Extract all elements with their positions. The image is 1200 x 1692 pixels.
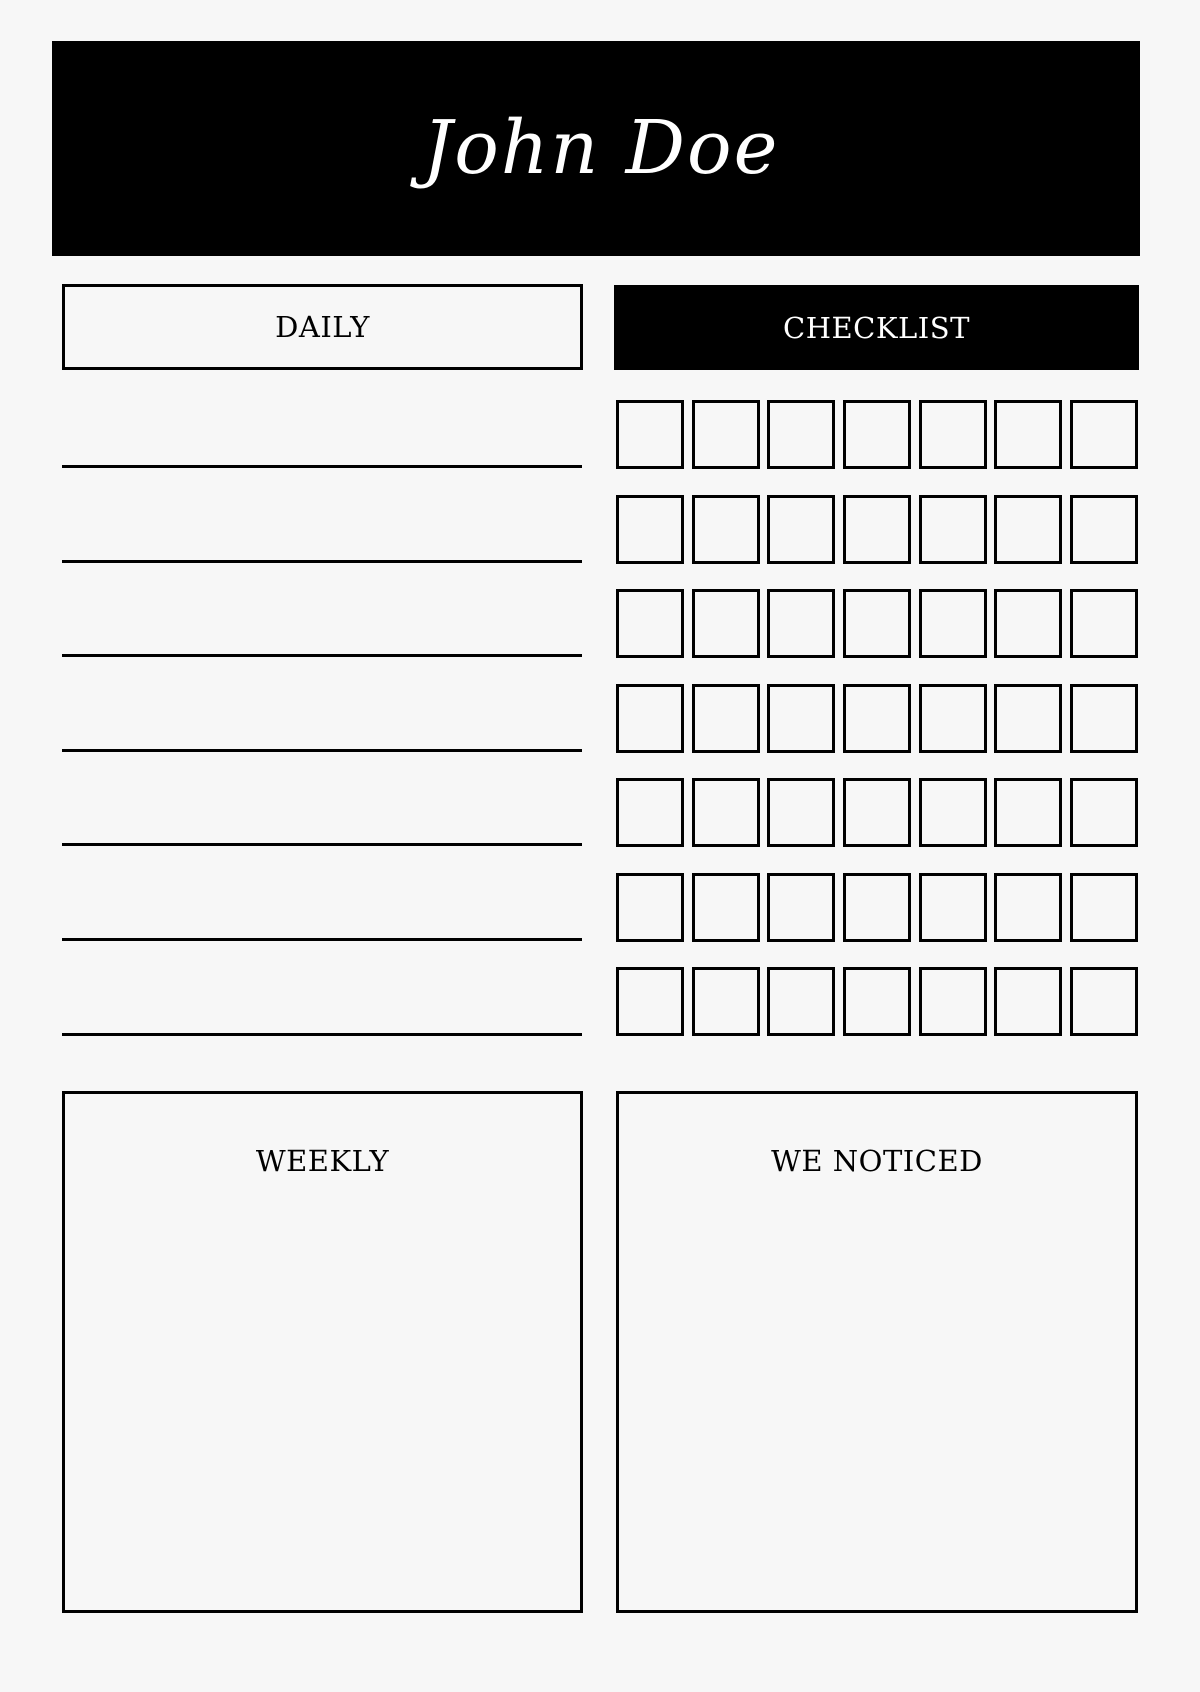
daily-line[interactable] — [62, 749, 582, 752]
checkbox[interactable] — [692, 495, 760, 564]
checkbox[interactable] — [919, 873, 987, 942]
checklist-row — [616, 684, 1138, 753]
checkbox[interactable] — [919, 778, 987, 847]
checkbox[interactable] — [994, 684, 1062, 753]
checkbox[interactable] — [843, 967, 911, 1036]
checkbox[interactable] — [1070, 778, 1138, 847]
checkbox[interactable] — [1070, 589, 1138, 658]
checkbox[interactable] — [919, 400, 987, 469]
checkbox[interactable] — [1070, 684, 1138, 753]
checkbox[interactable] — [919, 684, 987, 753]
checkbox[interactable] — [616, 873, 684, 942]
checklist-label: CHECKLIST — [783, 310, 970, 345]
checkbox[interactable] — [843, 589, 911, 658]
checkbox[interactable] — [616, 400, 684, 469]
checkbox[interactable] — [692, 589, 760, 658]
checkbox[interactable] — [692, 400, 760, 469]
checkbox[interactable] — [616, 967, 684, 1036]
checkbox[interactable] — [767, 400, 835, 469]
checkbox[interactable] — [1070, 495, 1138, 564]
checkbox[interactable] — [1070, 967, 1138, 1036]
checkbox[interactable] — [692, 873, 760, 942]
checkbox[interactable] — [767, 495, 835, 564]
daily-line[interactable] — [62, 465, 582, 468]
checkbox[interactable] — [692, 778, 760, 847]
checklist-row — [616, 400, 1138, 469]
checkbox[interactable] — [919, 495, 987, 564]
checkbox[interactable] — [994, 778, 1062, 847]
checkbox[interactable] — [919, 589, 987, 658]
header-banner — [52, 41, 1140, 256]
checkbox[interactable] — [767, 684, 835, 753]
checklist-row — [616, 967, 1138, 1036]
checkbox[interactable] — [843, 778, 911, 847]
checkbox[interactable] — [843, 400, 911, 469]
checkbox[interactable] — [994, 589, 1062, 658]
daily-line[interactable] — [62, 560, 582, 563]
checkbox[interactable] — [1070, 400, 1138, 469]
checklist-row — [616, 495, 1138, 564]
daily-label-box — [62, 284, 583, 370]
checkbox[interactable] — [843, 495, 911, 564]
checkbox[interactable] — [692, 684, 760, 753]
checkbox[interactable] — [616, 589, 684, 658]
daily-label: DAILY — [275, 310, 370, 344]
checkbox[interactable] — [994, 495, 1062, 564]
checkbox[interactable] — [616, 778, 684, 847]
checkbox[interactable] — [767, 778, 835, 847]
weekly-title: WEEKLY — [255, 1144, 390, 1178]
checkbox[interactable] — [616, 495, 684, 564]
we-noticed-title: WE NOTICED — [771, 1144, 983, 1178]
we-noticed-box[interactable] — [616, 1091, 1138, 1613]
daily-line[interactable] — [62, 938, 582, 941]
daily-line[interactable] — [62, 1033, 582, 1036]
checklist-grid — [616, 400, 1138, 1062]
checkbox[interactable] — [843, 873, 911, 942]
daily-line[interactable] — [62, 654, 582, 657]
checkbox[interactable] — [843, 684, 911, 753]
checkbox[interactable] — [994, 400, 1062, 469]
checkbox[interactable] — [994, 967, 1062, 1036]
checkbox[interactable] — [767, 873, 835, 942]
checklist-label-box — [614, 285, 1139, 370]
checkbox[interactable] — [692, 967, 760, 1036]
weekly-box[interactable] — [62, 1091, 583, 1613]
checkbox[interactable] — [919, 967, 987, 1036]
checkbox[interactable] — [994, 873, 1062, 942]
checklist-row — [616, 778, 1138, 847]
checklist-row — [616, 873, 1138, 942]
checkbox[interactable] — [767, 589, 835, 658]
checkbox[interactable] — [1070, 873, 1138, 942]
header-name: John Doe — [422, 105, 780, 191]
daily-line[interactable] — [62, 843, 582, 846]
checkbox[interactable] — [616, 684, 684, 753]
checkbox[interactable] — [767, 967, 835, 1036]
checklist-row — [616, 589, 1138, 658]
